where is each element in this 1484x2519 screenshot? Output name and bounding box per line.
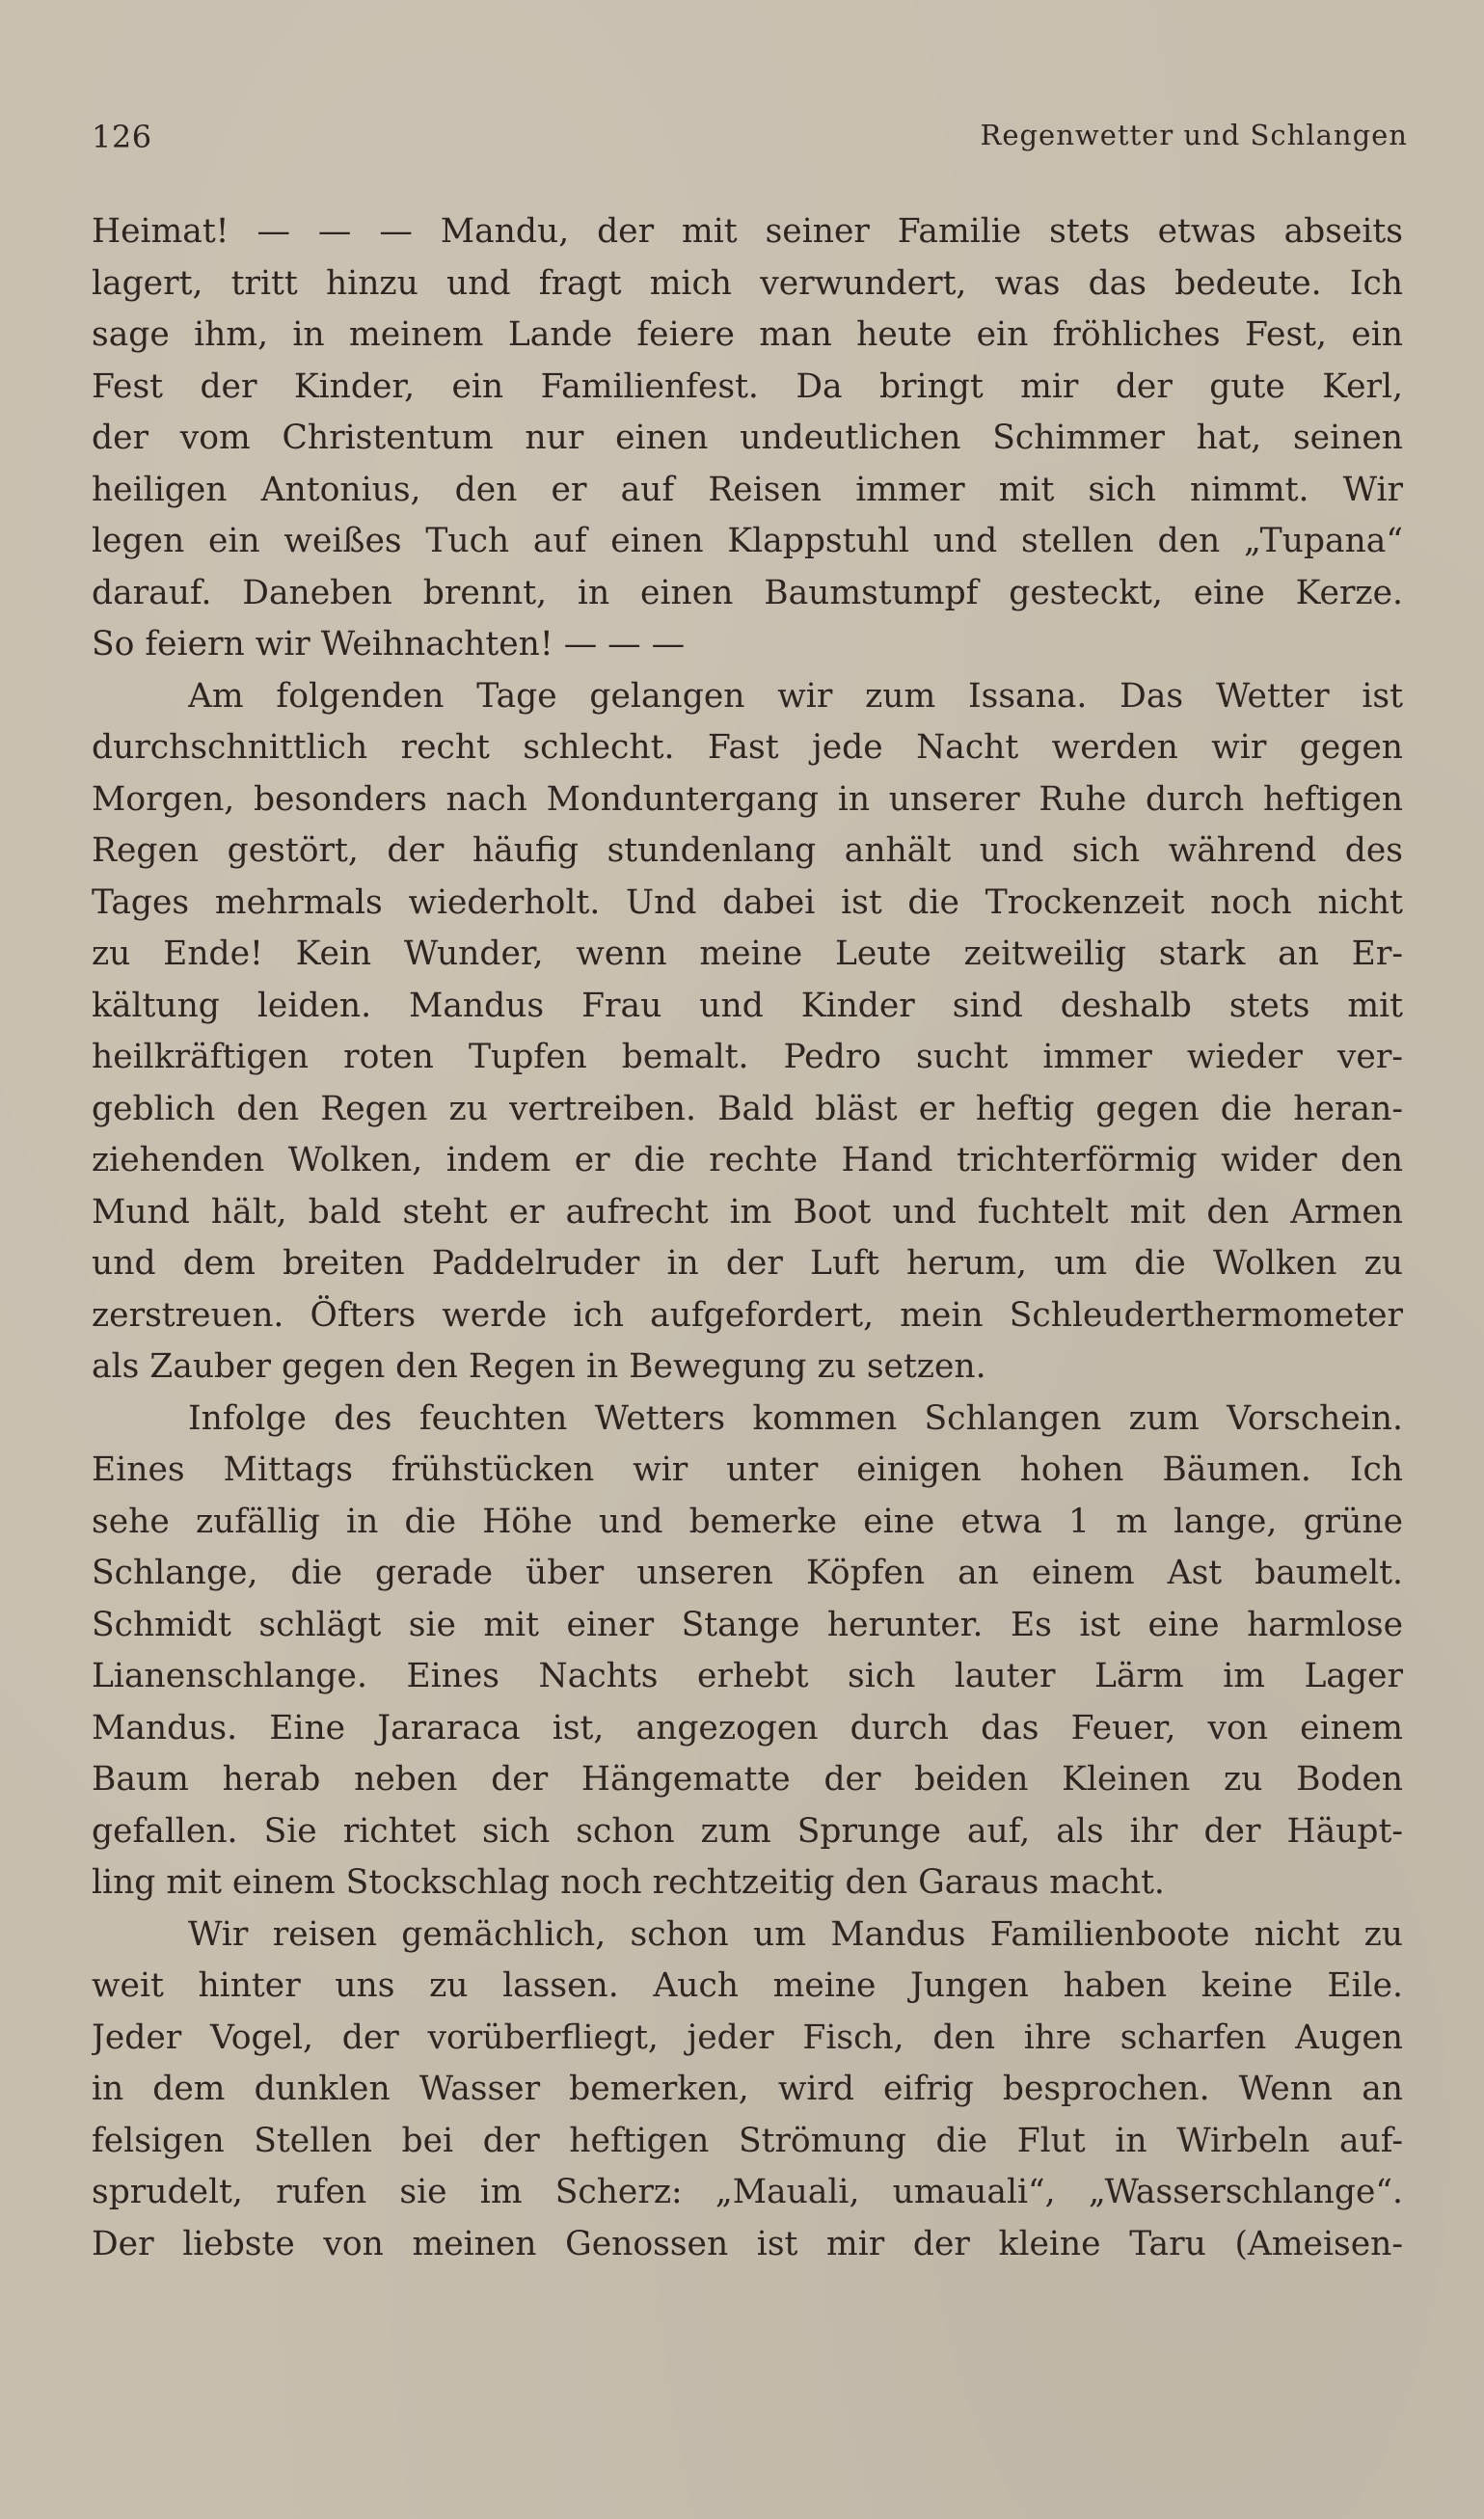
text-line: heilkräftigen roten Tupfen bemalt. Pedro sucht immer wieder ver-: [92, 1038, 1403, 1076]
text-line: und dem breiten Paddelruder in der Luft herum, um die Wolken zu: [92, 1244, 1403, 1283]
text-line: So feiern wir Weihnachten! — — —: [92, 625, 686, 664]
text-line: felsigen Stellen bei der heftigen Strömung die Flut in Wirbeln auf-: [92, 2121, 1403, 2160]
text-line: Infolge des feuchten Wetters kommen Schlangen zum Vorschein.: [188, 1398, 1403, 1438]
text-line: Fest der Kinder, ein Familienfest. Da bringt mir der gute Kerl,: [92, 366, 1403, 406]
text-line: zu Ende! Kein Wunder, wenn meine Leute zeitweilig stark an Er-: [92, 934, 1403, 973]
running-title: Regenwetter und Schlangen: [980, 119, 1408, 151]
text-line: sage ihm, in meinem Lande feiere man heute ein fröhliches Fest, ein: [92, 315, 1403, 354]
text-line: Eines Mittags frühstücken wir unter einigen hohen Bäumen. Ich: [92, 1450, 1403, 1489]
text-line: sehe zufällig in die Höhe und bemerke eine etwa 1 m lange, grüne: [92, 1502, 1403, 1541]
text-line: Tages mehrmals wiederholt. Und dabei ist die Trockenzeit noch nicht: [92, 882, 1403, 922]
text-line: Jeder Vogel, der vorüberfliegt, jeder Fisch, den ihre scharfen Augen: [92, 2018, 1403, 2057]
text-line: darauf. Daneben brennt, in einen Baumstumpf gesteckt, eine Kerze.: [92, 573, 1403, 612]
text-line: als Zauber gegen den Regen in Bewegung zu setzen.: [92, 1347, 986, 1386]
text-line: Mandus. Eine Jararaca ist, angezogen durch das Feuer, von einem: [92, 1708, 1403, 1747]
text-line: Regen gestört, der häufig stundenlang anhält und sich während des: [92, 831, 1403, 870]
text-line: Am folgenden Tage gelangen wir zum Issana. Das Wetter ist: [188, 676, 1403, 716]
text-line: der vom Christentum nur einen undeutlichen Schimmer hat, seinen: [92, 419, 1403, 457]
text-line: gefallen. Sie richtet sich schon zum Sprunge auf, als ihr der Häupt-: [92, 1811, 1403, 1851]
text-line: sprudelt, rufen sie im Scherz: „Mauali, umauali“, „Wasserschlange“.: [92, 2173, 1403, 2211]
text-line: kältung leiden. Mandus Frau und Kinder sind deshalb stets mit: [92, 986, 1403, 1025]
text-line: weit hinter uns zu lassen. Auch meine Jungen haben keine Eile.: [92, 1966, 1403, 2005]
text-line: Lianenschlange. Eines Nachts erhebt sich lauter Lärm im Lager: [92, 1657, 1403, 1695]
text-line: in dem dunklen Wasser bemerken, wird eifrig besprochen. Wenn an: [92, 2070, 1403, 2108]
text-line: Der liebste von meinen Genossen ist mir der kleine Taru (Ameisen-: [92, 2224, 1403, 2263]
text-line: Schlange, die gerade über unseren Köpfen an einem Ast baumelt.: [92, 1554, 1403, 1592]
text-line: Mund hält, bald steht er aufrecht im Boot und fuchtelt mit den Armen: [92, 1192, 1403, 1232]
text-line: Baum herab neben der Hängematte der beiden Kleinen zu Boden: [92, 1760, 1403, 1799]
page-number: 126: [92, 119, 152, 155]
page-header: [92, 119, 1408, 167]
text-line: Wir reisen gemächlich, schon um Mandus Familienboote nicht zu: [188, 1914, 1403, 1954]
text-line: Schmidt schlägt sie mit einer Stange herunter. Es ist eine harmlose: [92, 1605, 1403, 1644]
text-line: lagert, tritt hinzu und fragt mich verwundert, was das bedeute. Ich: [92, 263, 1403, 303]
text-line: ling mit einem Stockschlag noch rechtzeitig den Garaus macht.: [92, 1863, 1165, 1902]
text-line: Morgen, besonders nach Monduntergang in unserer Ruhe durch heftigen: [92, 779, 1403, 819]
text-line: zerstreuen. Öfters werde ich aufgefordert, mein Schleuderthermometer: [92, 1295, 1403, 1335]
text-line: durchschnittlich recht schlecht. Fast jede Nacht werden wir gegen: [92, 728, 1403, 767]
text-line: ziehenden Wolken, indem er die rechte Hand trichterförmig wider den: [92, 1141, 1403, 1179]
text-line: Heimat! — — — Mandu, der mit seiner Familie stets etwas abseits: [92, 212, 1403, 251]
text-line: legen ein weißes Tuch auf einen Klappstuhl und stellen den „Tupana“: [92, 522, 1403, 560]
text-line: heiligen Antonius, den er auf Reisen immer mit sich nimmt. Wir: [92, 470, 1403, 509]
text-line: geblich den Regen zu vertreiben. Bald bläst er heftig gegen die heran-: [92, 1089, 1403, 1128]
